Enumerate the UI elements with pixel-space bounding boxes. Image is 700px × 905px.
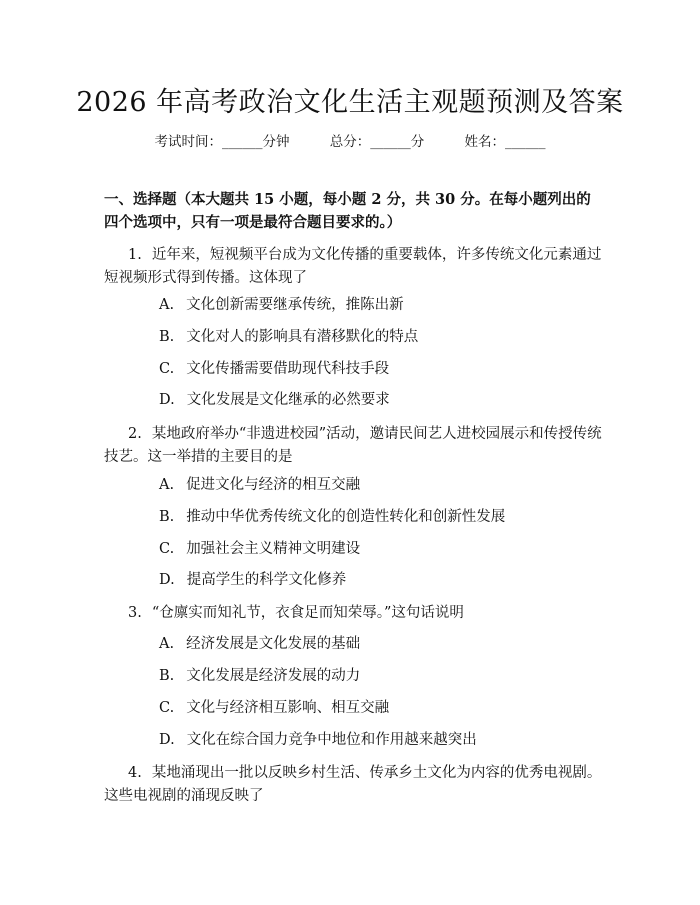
option-letter: B.	[159, 668, 175, 684]
option-3d	[159, 730, 477, 750]
question-stem: 某地政府举办“非遗进校园”活动，邀请民间艺人进校园展示和传授传统技艺。这一举措的主要目的是	[104, 426, 602, 465]
option-text: 加强社会主义精神文明建设	[186, 541, 361, 557]
option-letter: B.	[159, 329, 175, 345]
option-letter: A.	[159, 636, 175, 652]
question-number: 1.	[128, 247, 142, 263]
option-3c	[159, 698, 389, 718]
option-letter: D.	[159, 732, 175, 748]
option-letter: D.	[159, 392, 175, 408]
student-name-field: 姓名：______	[464, 134, 546, 150]
option-text: 文化与经济相互影响、相互交融	[186, 700, 390, 716]
option-text: 文化对人的影响具有潜移默化的特点	[186, 329, 419, 345]
total-score-field: 总分：______分	[329, 134, 425, 150]
option-letter: C.	[159, 541, 175, 557]
option-3a	[159, 634, 360, 654]
page-title: 2026 年高考政治文化生活主观题预测及答案	[76, 87, 624, 118]
option-text: 文化传播需要借助现代科技手段	[186, 361, 390, 377]
option-2d	[159, 570, 346, 590]
exam-time-field: 考试时间：______分钟	[154, 134, 290, 150]
option-2a	[159, 475, 360, 495]
option-1b	[159, 327, 418, 347]
option-text: 推动中华优秀传统文化的创造性转化和创新性发展	[186, 509, 506, 525]
question-number: 3.	[128, 605, 142, 621]
option-text: 文化在综合国力竞争中地位和作用越来越突出	[186, 732, 477, 748]
option-letter: D.	[159, 572, 175, 588]
question-stem: 近年来，短视频平台成为文化传播的重要载体，许多传统文化元素通过短视频形式得到传播。这体现了	[104, 247, 602, 286]
option-letter: C.	[159, 700, 175, 716]
question-2	[104, 423, 604, 469]
option-letter: A.	[159, 477, 175, 493]
option-text: 文化创新需要继承传统，推陈出新	[186, 297, 404, 313]
option-text: 文化发展是经济发展的动力	[186, 668, 361, 684]
exam-meta	[0, 130, 700, 150]
question-3	[104, 602, 604, 625]
option-letter: B.	[159, 509, 175, 525]
option-3b	[159, 666, 360, 686]
question-4	[104, 762, 604, 808]
option-letter: C.	[159, 361, 175, 377]
question-stem: 某地涌现出一批以反映乡村生活、传承乡土文化为内容的优秀电视剧。这些电视剧的涌现反映了	[104, 765, 602, 804]
option-text: 文化发展是文化继承的必然要求	[186, 392, 390, 408]
option-2c	[159, 539, 360, 559]
option-1c	[159, 359, 389, 379]
question-number: 4.	[128, 765, 142, 781]
option-2b	[159, 507, 505, 527]
option-1d	[159, 390, 390, 410]
question-stem: “仓廪实而知礼节，衣食足而知荣辱。”这句话说明	[151, 605, 464, 621]
option-text: 促进文化与经济的相互交融	[186, 477, 361, 493]
option-text: 提高学生的科学文化修养	[186, 572, 347, 588]
option-1a	[159, 295, 404, 315]
option-text: 经济发展是文化发展的基础	[186, 636, 361, 652]
question-1	[104, 244, 604, 290]
option-letter: A.	[159, 297, 175, 313]
question-number: 2.	[128, 426, 142, 442]
section-heading: 一、选择题（本大题共 15 小题，每小题 2 分，共 30 分。在每小题列出的四个选项中，只有一项是最符合题目要求的。）	[104, 191, 591, 231]
